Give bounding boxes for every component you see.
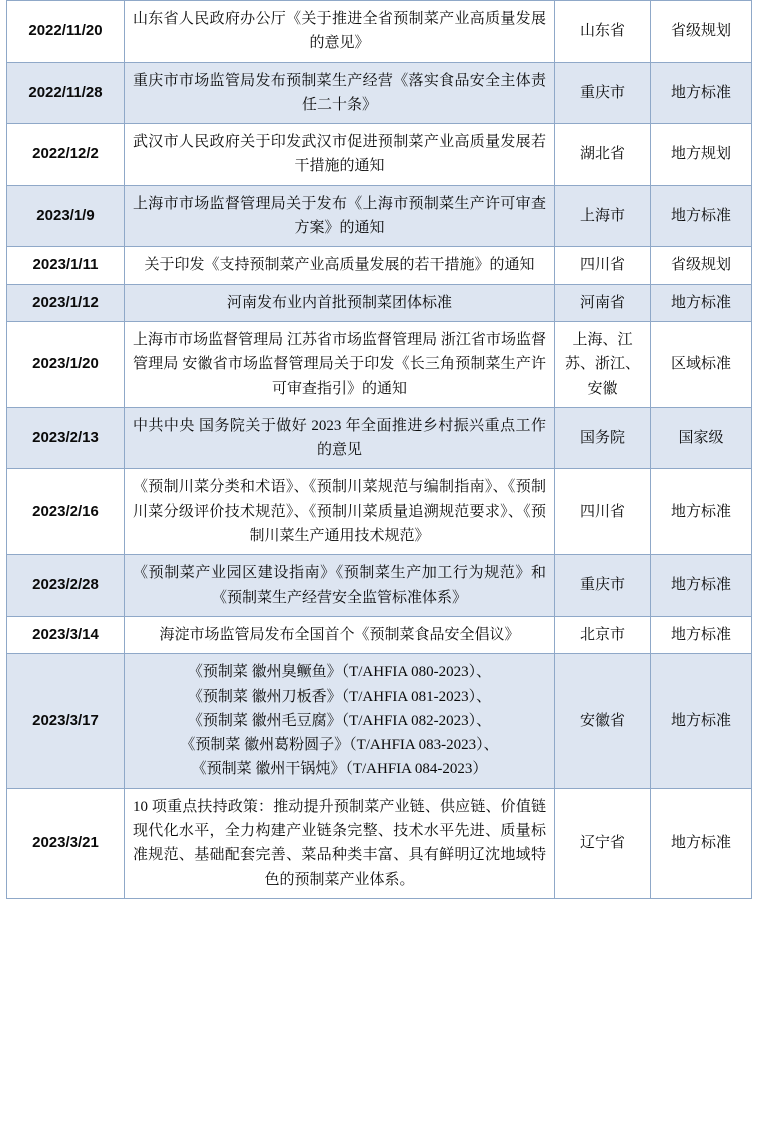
row-date: 2023/2/28 xyxy=(7,555,125,617)
table-row xyxy=(7,284,752,321)
row-region: 上海、江苏、浙江、安徽 xyxy=(555,321,651,407)
row-date: 2023/2/13 xyxy=(7,407,125,469)
row-region: 国务院 xyxy=(555,407,651,469)
table-row xyxy=(7,62,752,124)
row-region: 北京市 xyxy=(555,616,651,653)
row-title: 河南发布业内首批预制菜团体标准 xyxy=(125,284,555,321)
row-title: 《预制菜 徽州臭鳜鱼》（T/AHFIA 080-2023）、 《预制菜 徽州刀板香》（T/AHFIA 081-2023）、 《预制菜 徽州毛豆腐》（T/AHFIA 082-2023）、 《预制菜 徽州葛粉圆子》（T/AHFIA 083-2023）、 《预制菜 徽州干锅炖》（T/AHFIA 084-2023） xyxy=(125,654,555,788)
row-title: 中共中央 国务院关于做好 2023 年全面推进乡村振兴重点工作的意见 xyxy=(125,407,555,469)
table-row xyxy=(7,185,752,247)
row-level: 区域标准 xyxy=(651,321,752,407)
row-region: 四川省 xyxy=(555,247,651,284)
table-row xyxy=(7,654,752,788)
row-region: 辽宁省 xyxy=(555,788,651,898)
row-title: 山东省人民政府办公厅《关于推进全省预制菜产业高质量发展的意见》 xyxy=(125,1,555,63)
row-date: 2022/11/28 xyxy=(7,62,125,124)
row-level: 国家级 xyxy=(651,407,752,469)
row-date: 2023/3/14 xyxy=(7,616,125,653)
row-date: 2023/1/11 xyxy=(7,247,125,284)
row-region: 安徽省 xyxy=(555,654,651,788)
row-level: 地方标准 xyxy=(651,555,752,617)
row-region: 上海市 xyxy=(555,185,651,247)
row-title: 海淀市场监管局发布全国首个《预制菜食品安全倡议》 xyxy=(125,616,555,653)
policy-table xyxy=(6,0,752,899)
table-row xyxy=(7,616,752,653)
row-level: 省级规划 xyxy=(651,1,752,63)
table-row xyxy=(7,1,752,63)
row-level: 地方标准 xyxy=(651,62,752,124)
row-date: 2023/1/20 xyxy=(7,321,125,407)
table-row xyxy=(7,407,752,469)
table-row xyxy=(7,124,752,186)
row-title: 关于印发《支持预制菜产业高质量发展的若干措施》的通知 xyxy=(125,247,555,284)
row-date: 2022/12/2 xyxy=(7,124,125,186)
row-region: 四川省 xyxy=(555,469,651,555)
table-row xyxy=(7,788,752,898)
row-level: 地方标准 xyxy=(651,185,752,247)
row-title: 《预制菜产业园区建设指南》《预制菜生产加工行为规范》和《预制菜生产经营安全监管标准体系》 xyxy=(125,555,555,617)
row-level: 地方标准 xyxy=(651,469,752,555)
row-level: 地方标准 xyxy=(651,788,752,898)
row-region: 山东省 xyxy=(555,1,651,63)
policy-table-body xyxy=(7,1,752,899)
row-title: 上海市市场监督管理局关于发布《上海市预制菜生产许可审查方案》的通知 xyxy=(125,185,555,247)
row-region: 重庆市 xyxy=(555,555,651,617)
row-title: 武汉市人民政府关于印发武汉市促进预制菜产业高质量发展若干措施的通知 xyxy=(125,124,555,186)
row-level: 地方标准 xyxy=(651,616,752,653)
row-date: 2023/2/16 xyxy=(7,469,125,555)
row-region: 湖北省 xyxy=(555,124,651,186)
table-row xyxy=(7,555,752,617)
row-region: 重庆市 xyxy=(555,62,651,124)
table-row xyxy=(7,469,752,555)
row-title: 上海市市场监督管理局 江苏省市场监督管理局 浙江省市场监督管理局 安徽省市场监督管理局关于印发《长三角预制菜生产许可审查指引》的通知 xyxy=(125,321,555,407)
row-date: 2023/3/17 xyxy=(7,654,125,788)
row-title: 10 项重点扶持政策：推动提升预制菜产业链、供应链、价值链现代化水平，全力构建产业链条完整、技术水平先进、质量标准规范、基础配套完善、菜品种类丰富、具有鲜明辽沈地域特色的预制菜产业体系。 xyxy=(125,788,555,898)
row-title: 《预制川菜分类和术语》、《预制川菜规范与编制指南》、《预制川菜分级评价技术规范》、《预制川菜质量追溯规范要求》、《预制川菜生产通用技术规范》 xyxy=(125,469,555,555)
row-level: 地方标准 xyxy=(651,284,752,321)
row-level: 地方标准 xyxy=(651,654,752,788)
row-region: 河南省 xyxy=(555,284,651,321)
row-date: 2023/1/12 xyxy=(7,284,125,321)
table-row xyxy=(7,321,752,407)
row-date: 2023/1/9 xyxy=(7,185,125,247)
row-level: 省级规划 xyxy=(651,247,752,284)
table-row xyxy=(7,247,752,284)
row-date: 2022/11/20 xyxy=(7,1,125,63)
row-title: 重庆市市场监管局发布预制菜生产经营《落实食品安全主体责任二十条》 xyxy=(125,62,555,124)
row-date: 2023/3/21 xyxy=(7,788,125,898)
row-level: 地方规划 xyxy=(651,124,752,186)
